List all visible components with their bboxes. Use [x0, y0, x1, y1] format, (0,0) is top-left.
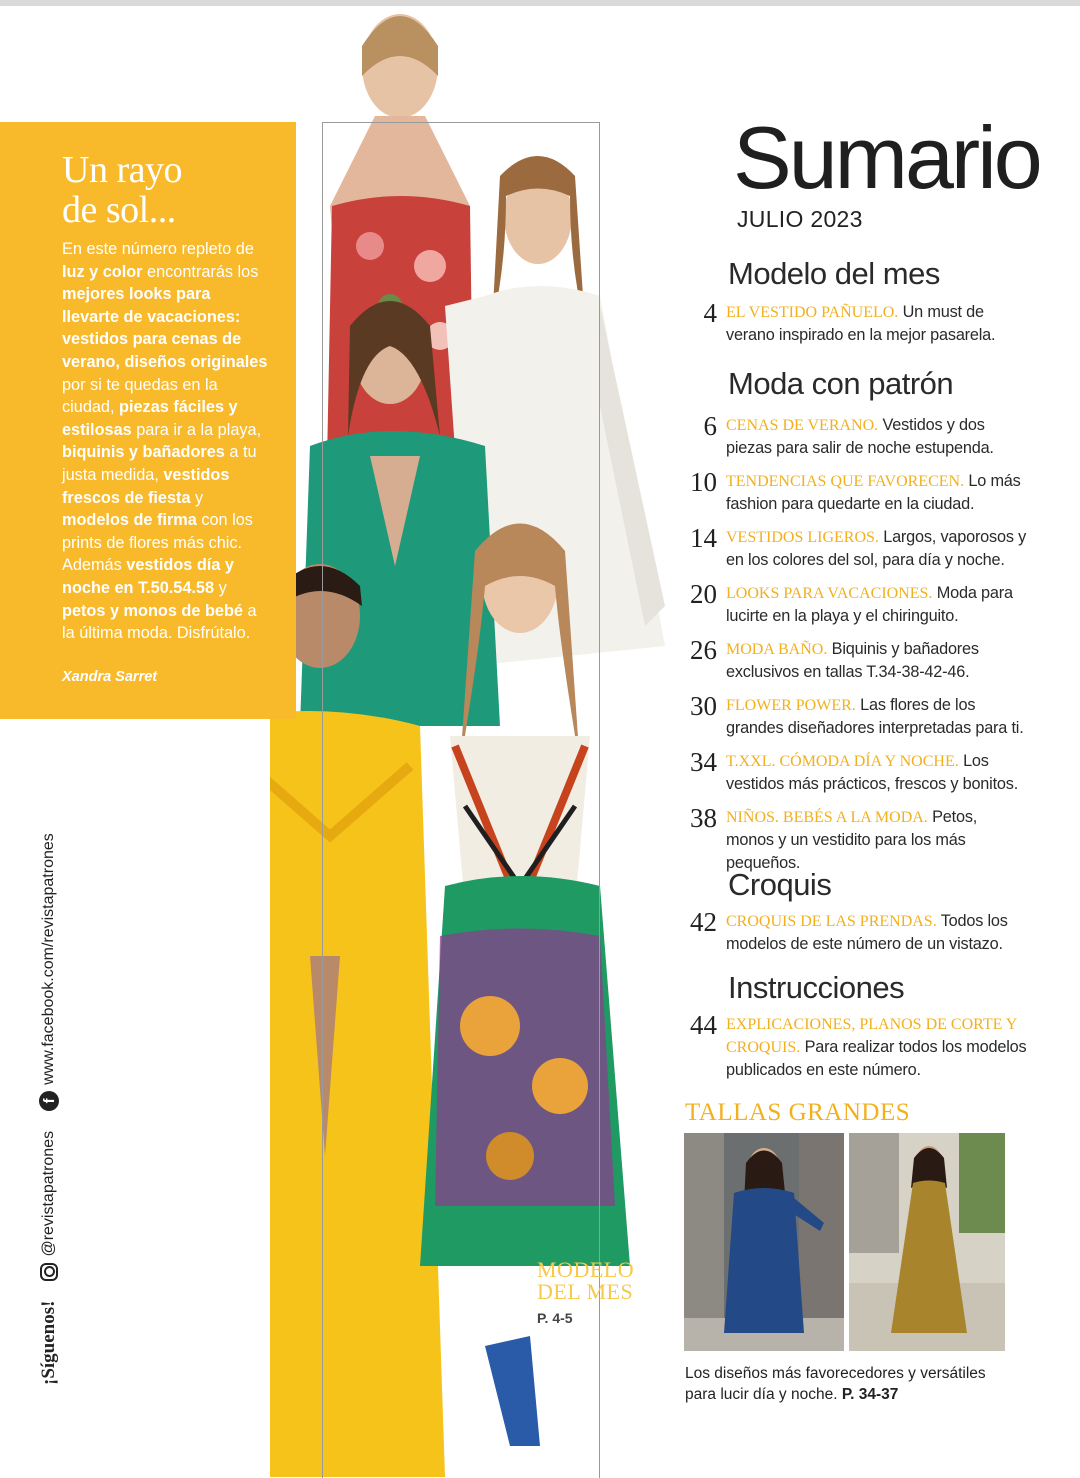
page-number: 10: [690, 467, 717, 497]
entry-text: [726, 470, 1029, 516]
entry-highlight: CROQUIS DE LAS PRENDAS.: [726, 913, 937, 930]
entry-description: Moda para lucirte en la playa y el chiringuito.: [726, 584, 1013, 625]
intro-bold-run: vestidos frescos de fiesta: [62, 465, 230, 507]
section-title-instrucciones: Instrucciones: [728, 970, 905, 1005]
intro-bold-run: petos y monos de bebé: [62, 601, 243, 620]
entry-highlight: EL VESTIDO PAÑUELO.: [726, 304, 899, 321]
entry-highlight: VESTIDOS LIGEROS.: [726, 529, 879, 546]
tallas-caption-text: Los diseños más favorecedores y versátiles para lucir día y noche.: [685, 1365, 986, 1403]
page-number: 26: [690, 635, 717, 665]
entry-description: Biquinis y bañadores exclusivos en tallas T.34-38-42-46.: [726, 640, 979, 681]
entry-description: Largos, vaporosos y en los colores del sol, para día y noche.: [726, 528, 1027, 569]
intro-bold-run: luz y color: [62, 262, 143, 281]
entry-highlight: LOOKS PARA VACACIONES.: [726, 585, 933, 602]
instagram-icon[interactable]: [40, 1263, 58, 1281]
intro-bold-run: modelos de firma: [62, 511, 197, 530]
page-number: 42: [690, 907, 717, 937]
entry-text: [726, 582, 1029, 628]
entry-highlight: MODA BAÑO.: [726, 641, 828, 658]
entry-description: Los vestidos más prácticos, frescos y bonitos.: [726, 752, 1019, 793]
intro-title-line2: de sol...: [62, 189, 176, 231]
facebook-icon[interactable]: f: [39, 1091, 59, 1111]
modelo-del-mes-label: [537, 1259, 634, 1303]
entry-highlight: NIÑOS. BEBÉS A LA MODA.: [726, 809, 928, 826]
entry-text: [726, 1013, 1029, 1082]
modelo-line2: DEL MES: [537, 1279, 634, 1304]
intro-bold-run: vestidos día y noche en T.50.54.58: [62, 556, 234, 597]
issue-date: JULIO 2023: [737, 206, 863, 232]
page-number: 4: [703, 298, 717, 328]
intro-text-run: con los prints de flores más chic. Además: [62, 511, 253, 575]
entry-description: Un must de verano inspirado en la mejor pasarela.: [726, 303, 996, 344]
social-follow-bar: [38, 833, 60, 1385]
intro-bold-run: biquinis y bañadores: [62, 443, 225, 462]
intro-text-run: y: [214, 578, 227, 597]
entry-text: [726, 526, 1029, 572]
page-title: Sumario: [733, 108, 1040, 207]
intro-bold-run: piezas fáciles y estilosas: [62, 398, 238, 439]
entry-text: [726, 414, 1029, 460]
modelo-line1: MODELO: [537, 1257, 635, 1282]
intro-title-line1: Un rayo: [62, 149, 182, 191]
entry-description: Lo más fashion para quedarte en la ciudad.: [726, 472, 1021, 513]
page-number: 6: [703, 411, 717, 441]
intro-title: [62, 150, 292, 230]
entry-highlight: T.XXL. CÓMODA DÍA Y NOCHE.: [726, 753, 959, 770]
entry-description: Las flores de los grandes diseñadores interpretadas para ti.: [726, 696, 1024, 737]
entry-text: [726, 301, 1029, 347]
tallas-grandes-title: TALLAS GRANDES: [685, 1099, 911, 1126]
intro-bold-run: mejores looks para llevarte de vacaciones: vestidos para cenas de verano, diseños originales: [62, 285, 268, 371]
entry-description: Todos los modelos de este número de un vistazo.: [726, 912, 1008, 953]
entry-highlight: CENAS DE VERANO.: [726, 417, 879, 434]
intro-text-run: por si te quedas en la ciudad,: [62, 375, 218, 417]
intro-text-run: para ir a la playa,: [131, 420, 262, 439]
intro-body: [62, 238, 268, 645]
intro-author: Xandra Sarret: [62, 669, 158, 685]
intro-text-run: y: [190, 488, 204, 507]
page-number: 30: [690, 691, 717, 721]
intro-text-run: encontrarás los: [142, 262, 259, 281]
follow-label: ¡Síguenos!: [38, 1300, 59, 1385]
entry-text: [726, 638, 1029, 684]
page-number: 20: [690, 579, 717, 609]
entry-highlight: FLOWER POWER.: [726, 697, 856, 714]
entry-description: Vestidos y dos piezas para salir de noche estupenda.: [726, 416, 994, 457]
page-number: 38: [690, 803, 717, 833]
entry-description: Para realizar todos los modelos publicados en este número.: [726, 1038, 1027, 1079]
page-number: 14: [690, 523, 717, 553]
page-number: 44: [690, 1010, 717, 1040]
tallas-photo-2[interactable]: [849, 1133, 1005, 1351]
tallas-photo-1[interactable]: [684, 1133, 844, 1351]
modelo-page-ref: P. 4-5: [537, 1310, 573, 1326]
intro-text-run: En este número repleto de: [62, 240, 254, 258]
section-title-croquis: Croquis: [728, 867, 832, 902]
tallas-page-ref: P. 34-37: [841, 1386, 899, 1403]
section-title-modelo-del-mes: Modelo del mes: [728, 256, 940, 291]
entry-description: Petos, monos y un vestidito para los más pequeños.: [726, 808, 978, 872]
page-number: 34: [690, 747, 717, 777]
entry-text: [726, 910, 1029, 956]
section-title-moda-con-patron: Moda con patrón: [728, 366, 954, 401]
intro-text-run: a la última moda. Disfrútalo.: [62, 601, 257, 643]
facebook-url[interactable]: www.facebook.com/revistapatrones: [40, 833, 57, 1085]
tallas-caption: [685, 1363, 1005, 1405]
entry-text: [726, 694, 1029, 740]
entry-highlight: TENDENCIAS QUE FAVORECEN.: [726, 473, 965, 490]
instagram-handle[interactable]: @revistapatrones: [40, 1130, 57, 1257]
entry-highlight: EXPLICACIONES, PLANOS DE CORTE Y CROQUIS.: [726, 1016, 1017, 1056]
entry-text: [726, 750, 1029, 796]
entry-text: [726, 806, 1029, 875]
intro-text-run: a tu justa medida,: [62, 443, 257, 484]
